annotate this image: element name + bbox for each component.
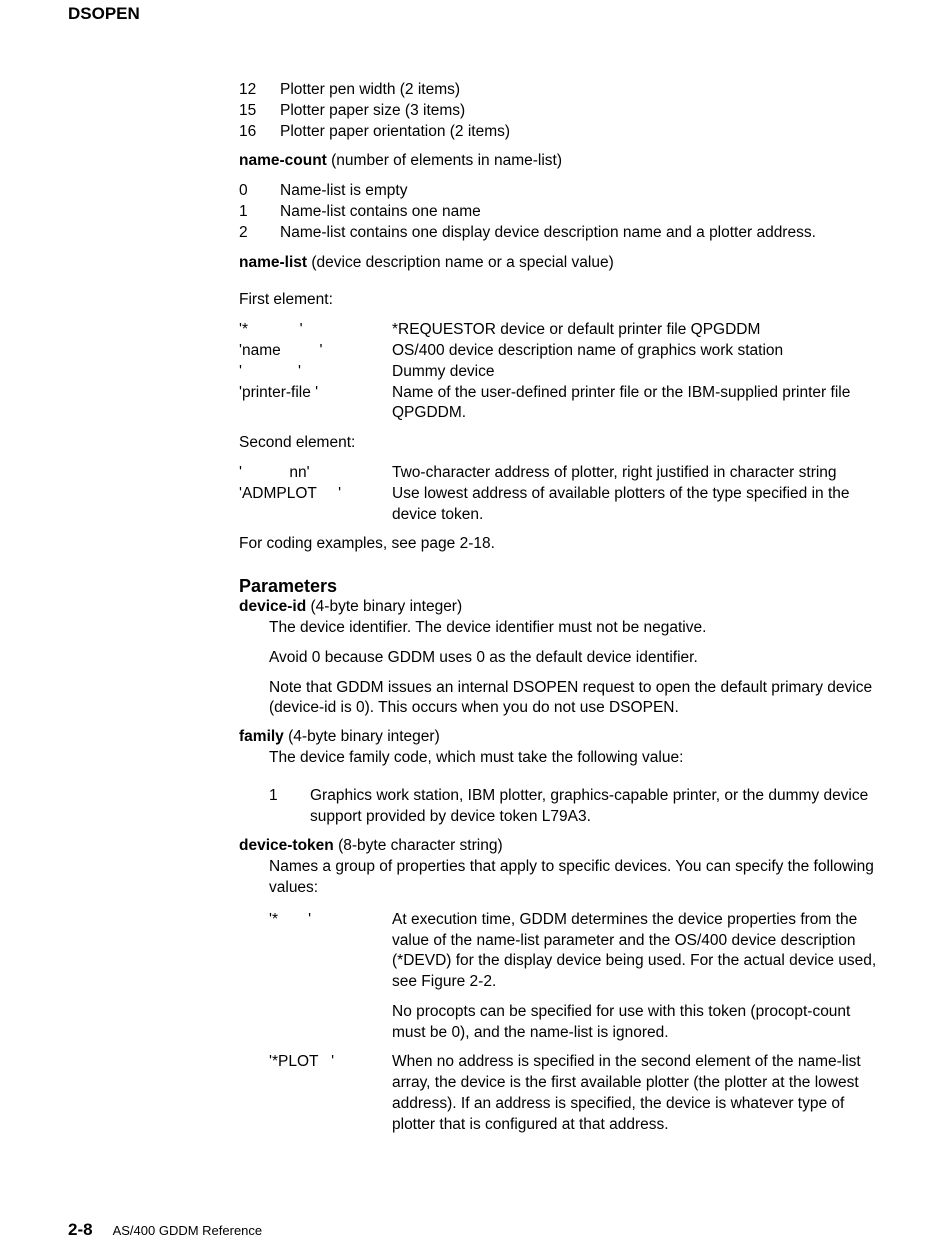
value-text-2: No procopts can be specified for use with this token (procopt-count must be 0), and the name-list is ignored. [392, 1002, 851, 1041]
device-id-para-1: The device identifier. The device identifier must not be negative. [269, 618, 707, 636]
family-para-1: The device family code, which must take the following value: [269, 748, 684, 766]
device-token-desc: (8-byte character string) [333, 837, 503, 855]
device-token-values [269, 910, 879, 1136]
value-key: '* ' [269, 910, 312, 928]
item-text: Plotter pen width (2 items) [280, 81, 461, 98]
name-list-definition [239, 253, 879, 274]
value-text: Two-character address of plotter, right justified in character string [392, 463, 837, 481]
name-count-term: name-count [239, 152, 327, 170]
item-text: Plotter paper size (3 items) [280, 101, 466, 119]
device-id-para-2: Avoid 0 because GDDM uses 0 as the default device identifier. [269, 648, 698, 666]
name-count-desc: (number of elements in name-list) [326, 152, 563, 170]
first-element-values [239, 320, 879, 424]
list-item [239, 181, 879, 202]
device-token-term: device-token [239, 837, 334, 855]
parameters-heading: Parameters [239, 576, 338, 597]
item-number: 2 [239, 223, 248, 241]
name-count-definition [239, 151, 879, 172]
second-element-values [239, 463, 879, 525]
second-element-label: Second element: [239, 434, 356, 452]
list-item [239, 101, 879, 122]
list-item [239, 484, 879, 526]
value-text: Name of the user-defined printer file or the IBM-supplied printer file QPGDDM. [392, 383, 851, 422]
device-token-definition [239, 836, 879, 857]
plotter-options-list [239, 80, 879, 142]
device-token-para-1: Names a group of properties that apply to specific devices. You can specify the following values: [269, 858, 874, 896]
item-number: 12 [239, 81, 257, 98]
list-item [269, 1052, 879, 1135]
item-text: Graphics work station, IBM plotter, graphics-capable printer, or the dummy device support provided by device token L79A3. [310, 786, 869, 825]
value-key: ' nn' [239, 463, 310, 481]
device-id-definition [239, 597, 879, 618]
list-item [239, 202, 879, 223]
family-term: family [239, 728, 284, 746]
item-text: Name-list contains one name [280, 202, 481, 220]
value-text: *REQUESTOR device or default printer file QPGDDM [392, 321, 761, 339]
item-number: 15 [239, 101, 257, 119]
list-item [239, 80, 879, 101]
name-list-term: name-list [239, 253, 308, 271]
item-number: 1 [269, 786, 278, 804]
value-text: Dummy device [392, 362, 495, 380]
page-content [239, 80, 879, 1136]
item-text: Name-list contains one display device description name and a plotter address. [280, 223, 816, 241]
coding-examples-note: For coding examples, see page 2-18. [239, 535, 495, 553]
item-text: Name-list is empty [280, 182, 408, 200]
value-text: OS/400 device description name of graphics work station [392, 341, 784, 359]
running-header: DSOPEN [68, 4, 140, 23]
value-text: At execution time, GDDM determines the device properties from the value of the name-list parameter and the OS/400 device description (*DEVD) for the display device being used. For the actual device used, see Figure 2-2. [392, 910, 877, 991]
item-number: 0 [239, 182, 248, 200]
list-item [239, 122, 879, 143]
list-item [239, 341, 879, 362]
book-title: AS/400 GDDM Reference [112, 1223, 263, 1238]
list-item [269, 786, 879, 828]
value-text: Use lowest address of available plotters of the type specified in the device token. [392, 484, 850, 523]
family-values [269, 786, 879, 828]
value-key: '*PLOT ' [269, 1053, 335, 1071]
list-item [239, 362, 879, 383]
value-key: ' ' [239, 362, 301, 380]
list-item [239, 223, 879, 244]
family-desc: (4-byte binary integer) [283, 728, 440, 746]
item-text: Plotter paper orientation (2 items) [280, 122, 511, 140]
list-item [239, 383, 879, 425]
device-id-para-3: Note that GDDM issues an internal DSOPEN request to open the default primary device (device-id is 0). This occurs when you do not use DSOPEN. [269, 678, 873, 717]
value-key: '* ' [239, 321, 303, 339]
page-footer [68, 1220, 262, 1240]
first-element-label: First element: [239, 291, 333, 309]
family-definition [239, 727, 879, 748]
list-item [269, 910, 879, 1044]
list-item [239, 320, 879, 341]
name-list-desc: (device description name or a special value) [307, 253, 614, 271]
device-id-desc: (4-byte binary integer) [306, 598, 463, 616]
value-key: 'name ' [239, 341, 323, 359]
item-number: 16 [239, 122, 257, 140]
value-key: 'printer-file ' [239, 383, 319, 401]
value-text: When no address is specified in the second element of the name-list array, the device is the first available plotter (the plotter at the lowest address). If an address is specified, the device is whatever type of plotter that is configured at that address. [392, 1053, 861, 1133]
name-count-values [239, 181, 879, 243]
list-item [239, 463, 879, 484]
item-number: 1 [239, 202, 248, 220]
value-body [392, 910, 879, 1044]
device-id-term: device-id [239, 598, 307, 616]
value-key: 'ADMPLOT ' [239, 484, 342, 502]
page-number: 2-8 [68, 1220, 93, 1239]
